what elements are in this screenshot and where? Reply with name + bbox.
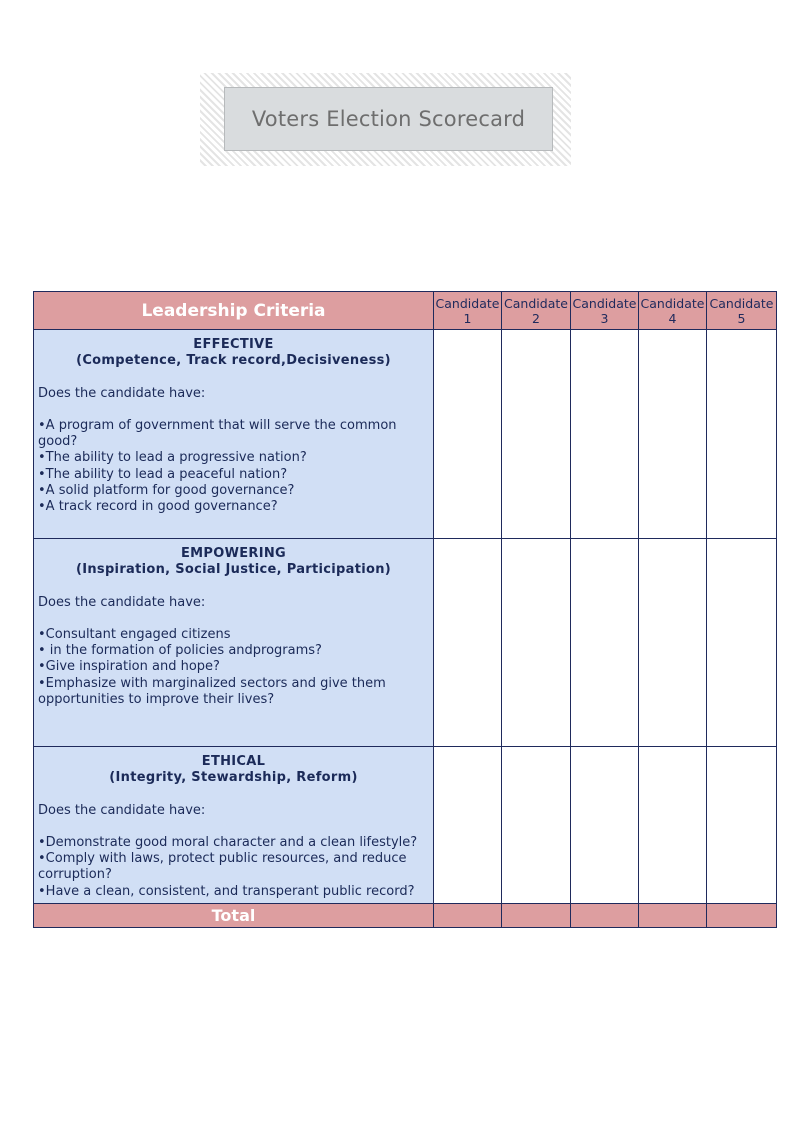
score-cell[interactable] xyxy=(639,330,707,539)
section-heading: ETHICAL xyxy=(201,754,266,769)
criteria-list xyxy=(38,835,429,900)
total-cell[interactable] xyxy=(571,904,639,928)
score-cell[interactable] xyxy=(502,330,571,539)
list-item: •A solid platform for good governance? xyxy=(38,483,295,499)
candidate-header-5: Candidate 5 xyxy=(707,292,777,330)
score-cell[interactable] xyxy=(571,330,639,539)
total-cell[interactable] xyxy=(502,904,571,928)
criteria-row-empowering xyxy=(34,539,777,747)
list-item: •The ability to lead a progressive nation? xyxy=(38,450,307,466)
candidate-header-4: Candidate 4 xyxy=(639,292,707,330)
section-question: Does the candidate have: xyxy=(38,594,206,610)
list-item: •A program of government that will serve the common good? xyxy=(38,417,397,450)
score-cell[interactable] xyxy=(639,539,707,747)
criteria-list xyxy=(38,627,429,708)
criteria-list xyxy=(38,418,429,516)
criteria-row-ethical xyxy=(34,747,777,904)
score-cell[interactable] xyxy=(707,330,777,539)
list-item: • in the formation of policies andprograms? xyxy=(38,643,322,659)
criteria-row-effective xyxy=(34,330,777,539)
score-cell[interactable] xyxy=(707,539,777,747)
list-item: •Comply with laws, protect public resources, and reduce corruption? xyxy=(38,851,407,883)
candidate-header-3: Candidate 3 xyxy=(571,292,639,330)
total-row xyxy=(34,904,777,928)
total-label: Total xyxy=(34,904,434,928)
section-question: Does the candidate have: xyxy=(38,802,206,818)
total-cell[interactable] xyxy=(707,904,777,928)
section-heading: EFFECTIVE xyxy=(193,337,274,352)
section-heading: EMPOWERING xyxy=(180,546,286,561)
scorecard-table xyxy=(33,291,777,928)
header-row xyxy=(34,292,777,330)
score-cell[interactable] xyxy=(502,539,571,747)
criteria-header: Leadership Criteria xyxy=(34,292,434,330)
criteria-cell-empowering xyxy=(34,539,434,747)
total-cell[interactable] xyxy=(434,904,502,928)
list-item: •Have a clean, consistent, and transperant public record? xyxy=(38,883,415,899)
title-banner xyxy=(200,73,571,166)
list-item: •Consultant engaged citizens xyxy=(38,626,231,642)
list-item: •Emphasize with marginalized sectors and give them opportunities to improve their lives? xyxy=(38,675,386,708)
score-cell[interactable] xyxy=(434,539,502,747)
section-subheading: (Inspiration, Social Justice, Participation) xyxy=(75,562,391,578)
section-question: Does the candidate have: xyxy=(38,385,206,401)
score-cell[interactable] xyxy=(639,747,707,904)
criteria-cell-effective xyxy=(34,330,434,539)
total-cell[interactable] xyxy=(639,904,707,928)
candidate-header-1: Candidate 1 xyxy=(434,292,502,330)
page-title: Voters Election Scorecard xyxy=(224,87,553,151)
score-cell[interactable] xyxy=(571,747,639,904)
candidate-header-2: Candidate 2 xyxy=(502,292,571,330)
score-cell[interactable] xyxy=(707,747,777,904)
section-subheading: (Integrity, Stewardship, Reform) xyxy=(109,770,358,786)
score-cell[interactable] xyxy=(434,747,502,904)
section-subheading: (Competence, Track record,Decisiveness) xyxy=(76,353,391,369)
list-item: •A track record in good governance? xyxy=(38,499,278,515)
score-cell[interactable] xyxy=(571,539,639,747)
criteria-cell-ethical xyxy=(34,747,434,904)
list-item: •Demonstrate good moral character and a clean lifestyle? xyxy=(38,834,418,850)
list-item: •Give inspiration and hope? xyxy=(38,659,220,675)
score-cell[interactable] xyxy=(434,330,502,539)
list-item: •The ability to lead a peaceful nation? xyxy=(38,466,288,482)
score-cell[interactable] xyxy=(502,747,571,904)
